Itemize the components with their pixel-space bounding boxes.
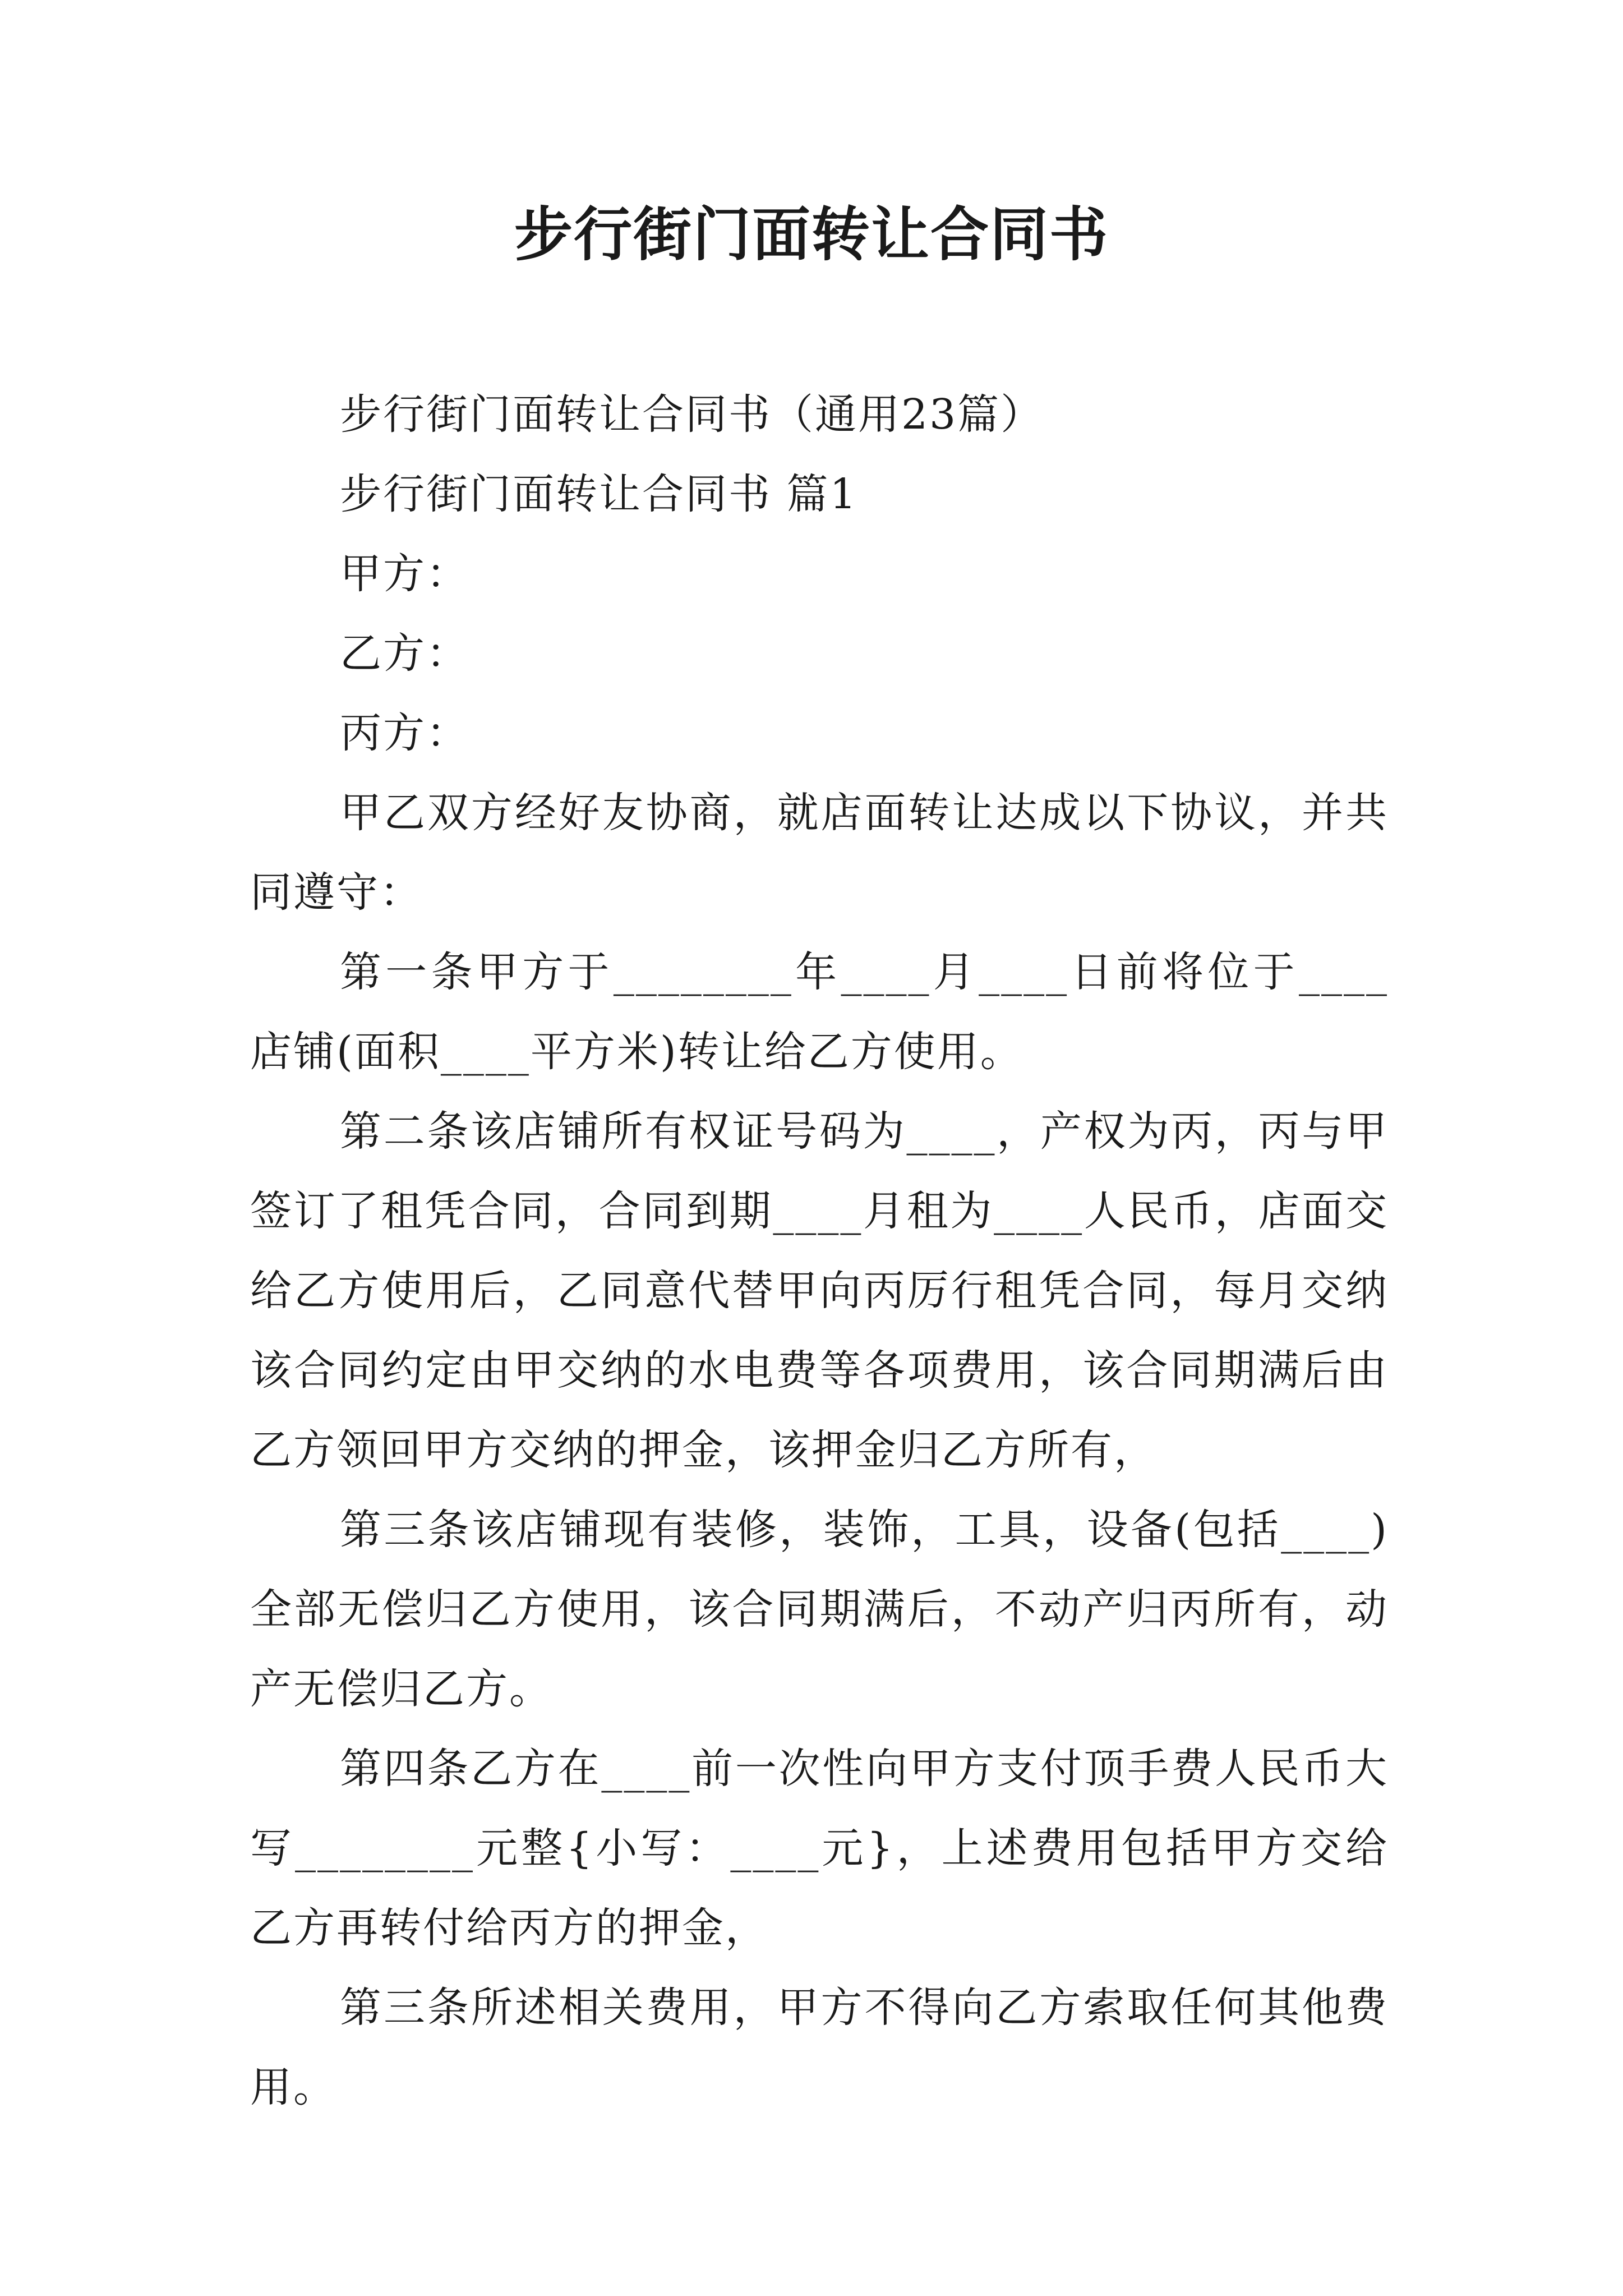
party-b-line: 乙方： [340,629,469,678]
article-3: 第三条该店铺现有装修，装饰，工具，设备(包括____)全部无偿归乙方使用，该合同期满后，不动产归丙所有，动产无偿归乙方。 [250,1506,1389,1713]
article-4: 第四条乙方在____前一次性向甲方支付顶手费人民币大写________元整{小写：____元}，上述费用包括甲方交给乙方再转付给丙方的押金， [250,1745,1389,1952]
article-1: 第一条甲方于________年____月____日前将位于____店铺(面积____平方米)转让给乙方使用。 [250,948,1389,1076]
document-title: 步行街门面转让合同书 [514,200,1109,269]
section-heading: 步行街门面转让合同书 篇1 [340,470,858,518]
intro-paragraph: 甲乙双方经好友协商，就店面转让达成以下协议，并共同遵守： [250,789,1389,917]
subtitle: 步行街门面转让合同书（通用23篇） [340,390,1044,439]
article-2: 第二条该店铺所有权证号码为____，产权为丙，丙与甲签订了租凭合同，合同到期____月租为____人民币，店面交给乙方使用后，乙同意代替甲向丙厉行租凭合同，每月交纳该合同约定由甲交纳的水电费等各项费用，该合同期满后由乙方领回甲方交纳的押金，该押金归乙方所有， [250,1107,1389,1474]
article-3-fees: 第三条所述相关费用，甲方不得向乙方索取任何其他费用。 [250,1984,1389,2111]
party-a-line: 甲方： [340,550,469,598]
party-c-line: 丙方： [340,709,469,757]
document-body [250,375,1389,2127]
